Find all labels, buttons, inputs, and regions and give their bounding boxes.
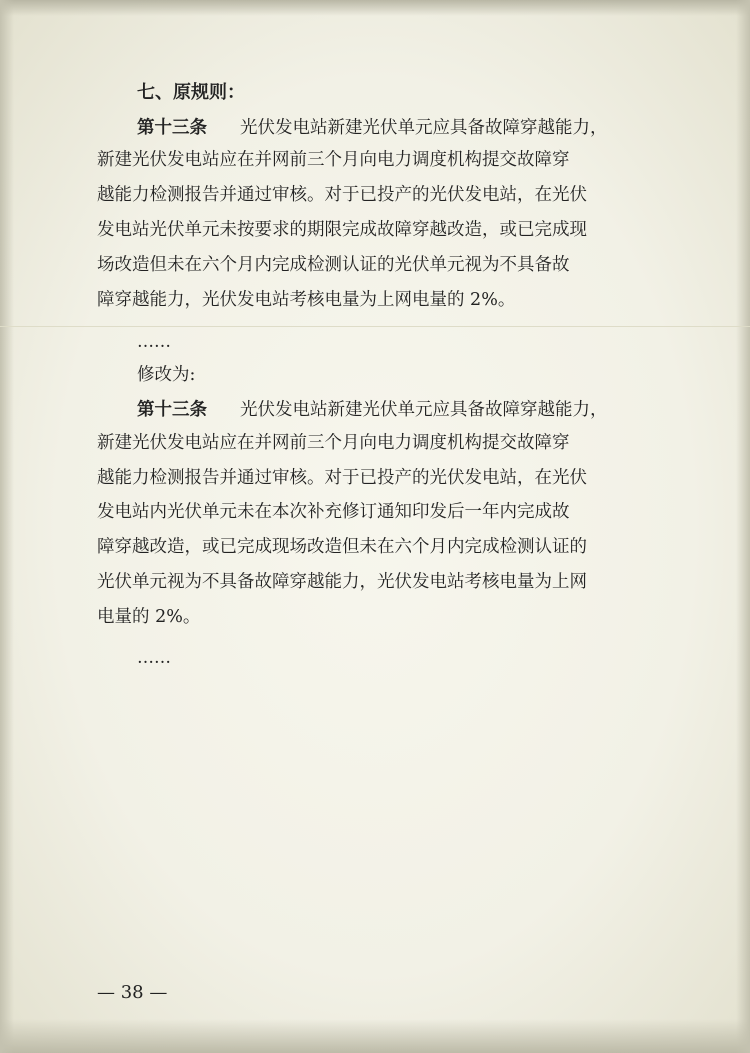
paragraph-line: 发电站内光伏单元未在本次补充修订通知印发后一年内完成故 [97, 502, 570, 522]
paragraph-line: 光伏发电站新建光伏单元应具备故障穿越能力， [240, 400, 608, 420]
paragraph-line: 障穿越能力，光伏发电站考核电量为上网电量的 2%。 [97, 290, 516, 310]
paragraph-line: 新建光伏发电站应在并网前三个月向电力调度机构提交故障穿 [97, 150, 570, 170]
article-label: 第十三条 [137, 400, 207, 420]
paragraph-line: 越能力检测报告并通过审核。对于已投产的光伏发电站，在光伏 [97, 185, 587, 205]
paragraph-line: 光伏单元视为不具备故障穿越能力，光伏发电站考核电量为上网 [97, 572, 587, 592]
page-number: — 38 — [97, 982, 168, 1003]
ellipsis: …… [137, 332, 171, 352]
paper-fold-line [0, 326, 750, 327]
section-heading: 七、原规则： [137, 82, 245, 103]
scan-edge-left [0, 0, 14, 1053]
paragraph-line: 越能力检测报告并通过审核。对于已投产的光伏发电站，在光伏 [97, 468, 587, 488]
paragraph-line: 场改造但未在六个月内完成检测认证的光伏单元视为不具备故 [97, 255, 570, 275]
paragraph-line: 光伏发电站新建光伏单元应具备故障穿越能力， [240, 118, 608, 138]
paragraph-line: 障穿越改造，或已完成现场改造但未在六个月内完成检测认证的 [97, 537, 587, 557]
paragraph-line: 新建光伏发电站应在并网前三个月向电力调度机构提交故障穿 [97, 433, 570, 453]
scan-edge-bottom [0, 1019, 750, 1053]
paragraph-line: 发电站光伏单元未按要求的期限完成故障穿越改造，或已完成现 [97, 220, 587, 240]
article-label: 第十三条 [137, 118, 207, 138]
scan-edge-right [736, 0, 750, 1053]
modify-label: 修改为: [137, 365, 196, 385]
paragraph-line: 电量的 2%。 [97, 607, 201, 627]
scan-edge-top [0, 0, 750, 16]
ellipsis: …… [137, 648, 171, 668]
